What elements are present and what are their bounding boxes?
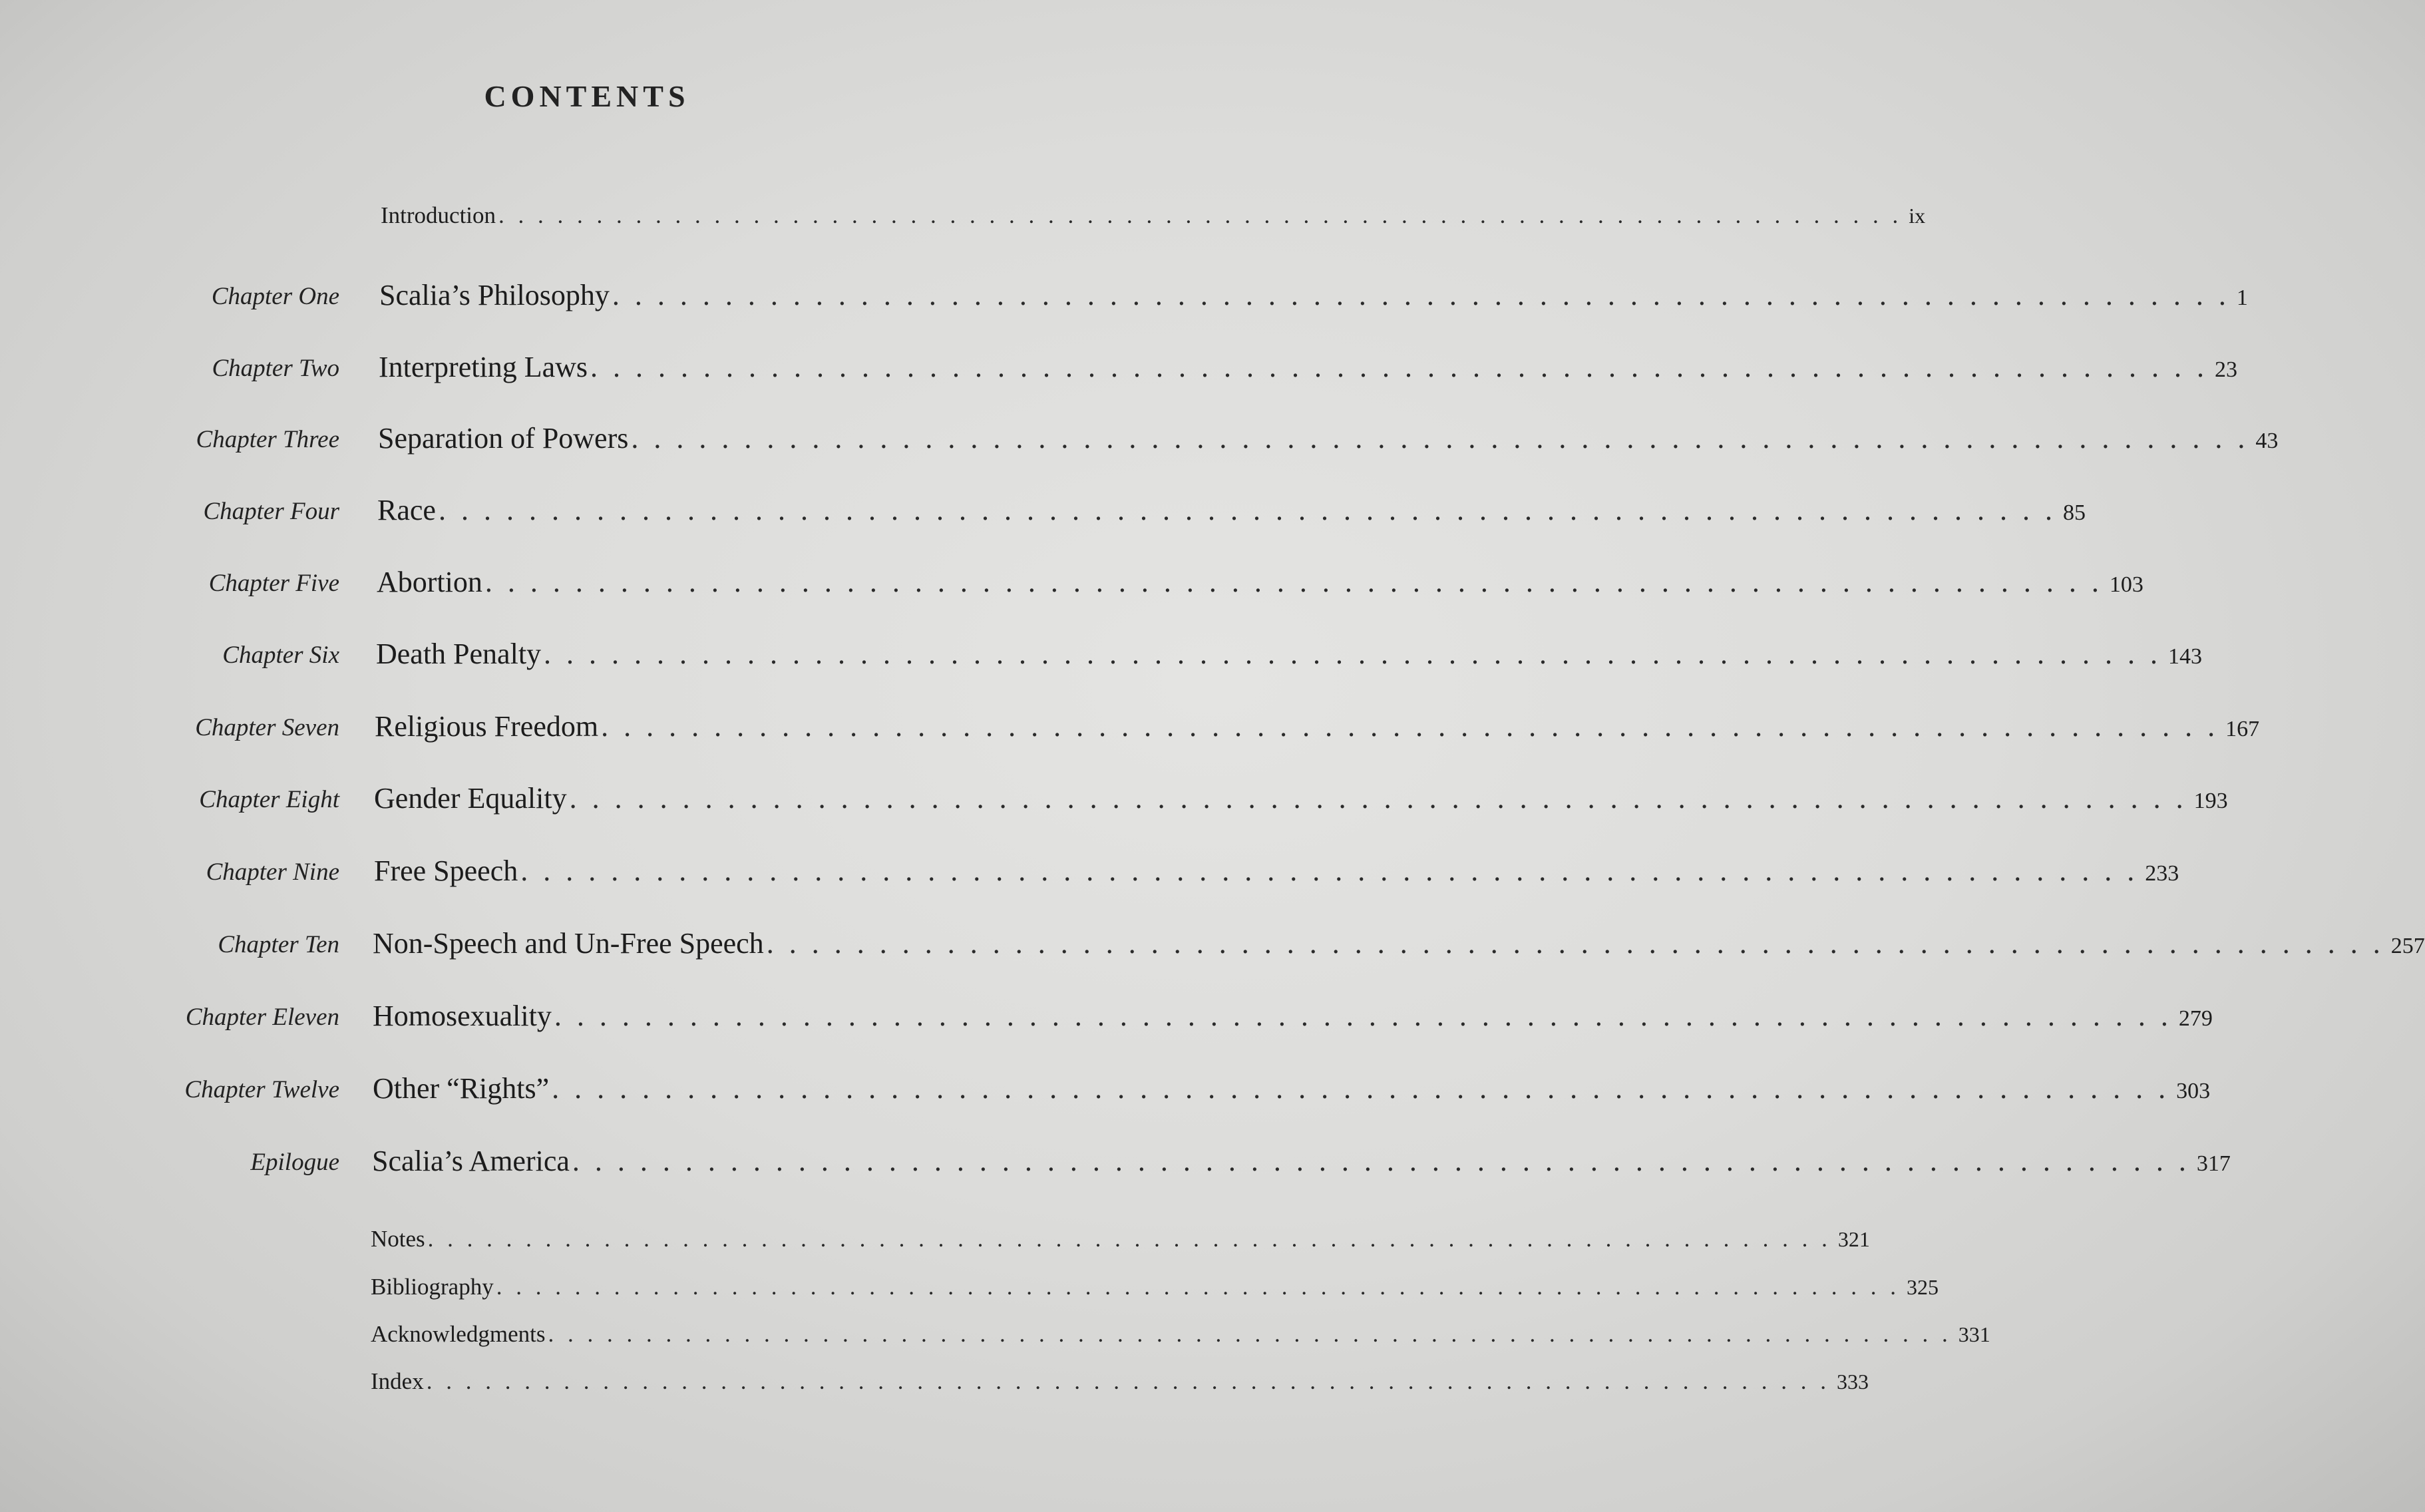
dot-leader: . . . . . . . . . . . . . . . . . . . . . . . . . . . . . . . . . . . . . . . . . . . . . . . . . . . . . . . . . . . . . . . . . . . . . . . . bbox=[438, 494, 2056, 526]
entry-page-number: 331 bbox=[1958, 1322, 1990, 1346]
dot-leader: . . . . . . . . . . . . . . . . . . . . . . . . . . . . . . . . . . . . . . . . . . . . . . . . . . . . . . . . . . . . . . . . . . . . . . . . bbox=[572, 1145, 2190, 1177]
dot-leader: . . . . . . . . . . . . . . . . . . . . . . . . . . . . . . . . . . . . . . . . . . . . . . . . . . . . . . . . . . . . . . . . . . . . . . . . bbox=[484, 566, 2103, 598]
entry-title: Bibliography bbox=[371, 1274, 494, 1300]
dot-leader: . . . . . . . . . . . . . . . . . . . . . . . . . . . . . . . . . . . . . . . . . . . . . . . . . . . . . . . . . . . . . . . . . . . . . . . . bbox=[631, 422, 2249, 455]
entry-page-number: ix bbox=[1909, 204, 1926, 228]
dot-leader: . . . . . . . . . . . . . . . . . . . . . . . . . . . . . . . . . . . . . . . . . . . . . . . . . . . . . . . . . . . . . . . . . . . . . . . . bbox=[569, 782, 2187, 815]
dot-leader: . . . . . . . . . . . . . . . . . . . . . . . . . . . . . . . . . . . . . . . . . . . . . . . . . . . . . . . . . . . . . . . . . . . . . . . . bbox=[498, 202, 1903, 228]
entry-page-number: 317 bbox=[2196, 1151, 2231, 1176]
entry-title: Scalia’s Philosophy bbox=[379, 279, 610, 311]
entry-page-number: 325 bbox=[1906, 1275, 1939, 1299]
entry-title: Non-Speech and Un-Free Speech bbox=[373, 927, 764, 960]
chapter-label: Chapter Eleven bbox=[185, 1004, 339, 1031]
chapter-label: Chapter Nine bbox=[206, 858, 339, 886]
entry-title: Race bbox=[377, 494, 436, 526]
entry-page-number: 1 bbox=[2236, 285, 2248, 310]
dot-leader: . . . . . . . . . . . . . . . . . . . . . . . . . . . . . . . . . . . . . . . . . . . . . . . . . . . . . . . . . . . . . . . . . . . . . . . . bbox=[520, 854, 2139, 887]
entry-page-number: 303 bbox=[2176, 1079, 2211, 1103]
chapter-label: Chapter Six bbox=[222, 642, 339, 669]
chapter-label: Chapter Twelve bbox=[184, 1076, 339, 1103]
entry-title: Separation of Powers bbox=[378, 422, 629, 455]
dot-leader: . . . . . . . . . . . . . . . . . . . . . . . . . . . . . . . . . . . . . . . . . . . . . . . . . . . . . . . . . . . . . . . . . . . . . . . . bbox=[426, 1368, 1830, 1394]
chapter-label: Chapter One bbox=[211, 283, 339, 310]
page-title: CONTENTS bbox=[484, 79, 690, 113]
entry-page-number: 279 bbox=[2178, 1006, 2213, 1031]
entry-page-number: 257 bbox=[2390, 934, 2425, 958]
dot-leader: . . . . . . . . . . . . . . . . . . . . . . . . . . . . . . . . . . . . . . . . . . . . . . . . . . . . . . . . . . . . . . . . . . . . . . . . bbox=[427, 1226, 1831, 1252]
chapter-label: Chapter Ten bbox=[218, 931, 339, 958]
entry-page-number: 193 bbox=[2193, 789, 2228, 813]
entry-page-number: 321 bbox=[1837, 1227, 1870, 1251]
dot-leader: . . . . . . . . . . . . . . . . . . . . . . . . . . . . . . . . . . . . . . . . . . . . . . . . . . . . . . . . . . . . . . . . . . . . . . . . bbox=[590, 351, 2208, 383]
entry-page-number: 233 bbox=[2145, 861, 2179, 886]
dot-leader: . . . . . . . . . . . . . . . . . . . . . . . . . . . . . . . . . . . . . . . . . . . . . . . . . . . . . . . . . . . . . . . . . . . . . . . . bbox=[766, 927, 2384, 960]
dot-leader: . . . . . . . . . . . . . . . . . . . . . . . . . . . . . . . . . . . . . . . . . . . . . . . . . . . . . . . . . . . . . . . . . . . . . . . . bbox=[554, 1000, 2172, 1032]
chapter-label: Chapter Three bbox=[196, 426, 339, 453]
entry-title: Scalia’s America bbox=[372, 1145, 570, 1177]
entry-title: Death Penalty bbox=[376, 638, 542, 670]
entry-page-number: 23 bbox=[2215, 357, 2237, 382]
chapter-label: Epilogue bbox=[250, 1149, 339, 1176]
entry-title: Abortion bbox=[377, 566, 482, 598]
entry-page-number: 103 bbox=[2109, 572, 2144, 597]
entry-title: Acknowledgments bbox=[371, 1321, 546, 1347]
chapter-label: Chapter Five bbox=[208, 570, 339, 597]
entry-page-number: 167 bbox=[2225, 717, 2260, 741]
entry-title: Index bbox=[371, 1368, 424, 1394]
dot-leader: . . . . . . . . . . . . . . . . . . . . . . . . . . . . . . . . . . . . . . . . . . . . . . . . . . . . . . . . . . . . . . . . . . . . . . . . bbox=[544, 638, 2162, 670]
entry-page-number: 143 bbox=[2168, 644, 2203, 669]
dot-leader: . . . . . . . . . . . . . . . . . . . . . . . . . . . . . . . . . . . . . . . . . . . . . . . . . . . . . . . . . . . . . . . . . . . . . . . . bbox=[548, 1321, 1952, 1347]
dot-leader: . . . . . . . . . . . . . . . . . . . . . . . . . . . . . . . . . . . . . . . . . . . . . . . . . . . . . . . . . . . . . . . . . . . . . . . . bbox=[552, 1072, 2170, 1105]
dot-leader: . . . . . . . . . . . . . . . . . . . . . . . . . . . . . . . . . . . . . . . . . . . . . . . . . . . . . . . . . . . . . . . . . . . . . . . . bbox=[612, 279, 2230, 311]
chapter-label: Chapter Two bbox=[212, 355, 339, 382]
entry-title: Free Speech bbox=[374, 854, 518, 887]
chapter-label: Chapter Seven bbox=[195, 714, 339, 741]
entry-title: Introduction bbox=[381, 202, 496, 228]
chapter-label: Chapter Four bbox=[203, 498, 339, 525]
dot-leader: . . . . . . . . . . . . . . . . . . . . . . . . . . . . . . . . . . . . . . . . . . . . . . . . . . . . . . . . . . . . . . . . . . . . . . . . bbox=[601, 710, 2219, 743]
entry-page-number: 43 bbox=[2255, 429, 2279, 453]
entry-title: Religious Freedom bbox=[375, 710, 599, 743]
entry-title: Interpreting Laws bbox=[379, 351, 588, 383]
entry-title: Notes bbox=[371, 1226, 425, 1252]
dot-leader: . . . . . . . . . . . . . . . . . . . . . . . . . . . . . . . . . . . . . . . . . . . . . . . . . . . . . . . . . . . . . . . . . . . . . . . . bbox=[496, 1274, 1900, 1300]
entry-page-number: 333 bbox=[1836, 1370, 1869, 1394]
entry-title: Gender Equality bbox=[374, 782, 567, 815]
entry-title: Homosexuality bbox=[373, 1000, 552, 1032]
entry-page-number: 85 bbox=[2062, 500, 2086, 525]
chapter-label: Chapter Eight bbox=[199, 786, 339, 813]
entry-title: Other “Rights” bbox=[373, 1072, 550, 1105]
